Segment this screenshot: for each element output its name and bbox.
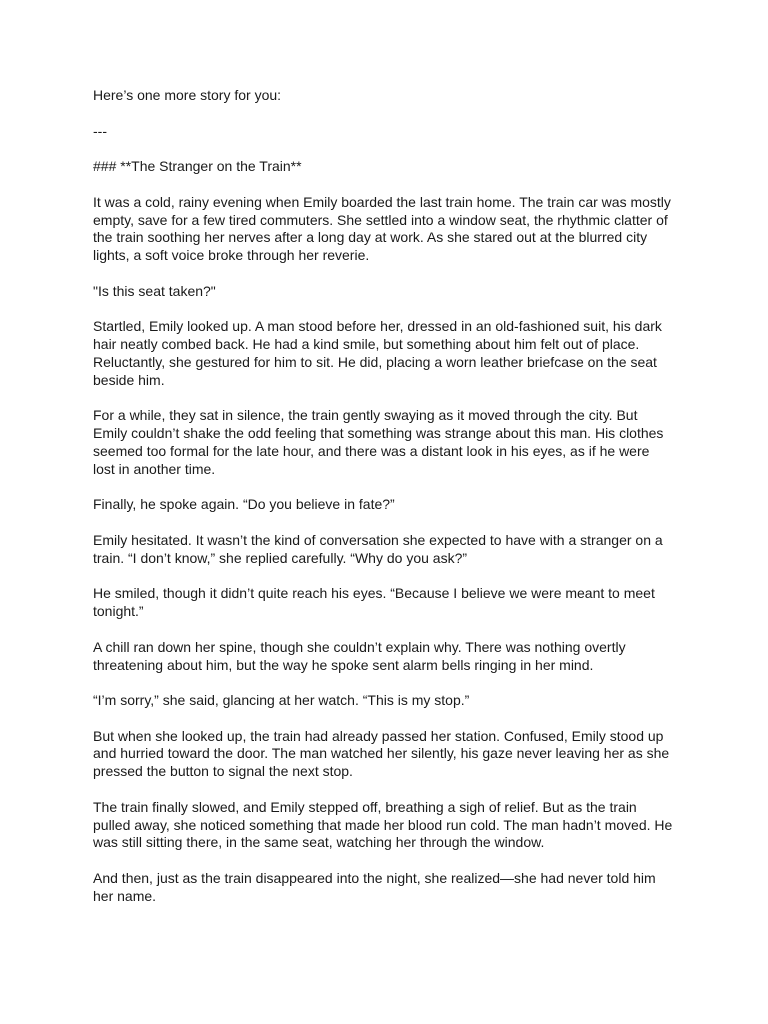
intro-line: Here’s one more story for you: (93, 87, 282, 103)
story-paragraph: Emily hesitated. It wasn’t the kind of conversation she expected to have with a stranger on a train. “I don’t know,” she replied carefully. “Why do you ask?” (93, 531, 663, 566)
story-paragraph: A chill ran down her spine, though she couldn’t explain why. There was nothing overtly threatening about him, but the way he spoke sent alarm bells ringing in her mind. (93, 638, 626, 673)
story-paragraph: It was a cold, rainy evening when Emily boarded the last train home. The train car was mostly empty, save for a few tired commuters. She settled into a window seat, the rhythmic clatter of the train soothing her nerves after a long day at work. As she stared out at the blurred city lights, a soft voice broke through her reverie. (93, 193, 671, 264)
story-paragraph: The train finally slowed, and Emily stepped off, breathing a sigh of relief. But as the train pulled away, she noticed something that made her blood run cold. The man hadn’t moved. He was still sitting there, in the same seat, watching her through the window. (93, 798, 673, 851)
story-paragraph: He smiled, though it didn’t quite reach his eyes. “Because I believe we were meant to meet tonight.” (93, 585, 655, 620)
story-paragraph: Startled, Emily looked up. A man stood before her, dressed in an old-fashioned suit, his dark hair neatly combed back. He had a kind smile, but something about him felt out of place. Reluctantly, she gestured for him to sit. He did, placing a worn leather briefcase on the seat beside him. (93, 318, 662, 388)
story-paragraph: For a while, they sat in silence, the train gently swaying as it moved through the city. But Emily couldn’t shake the odd feeling that something was strange about this man. His clothes seemed too formal for the late hour, and there was a distant look in his eyes, as if he were lost in another time. (93, 407, 664, 477)
story-paragraph: Finally, he spoke again. “Do you believe in fate?” (93, 496, 395, 513)
story-title: ### **The Stranger on the Train** (93, 158, 302, 175)
story-paragraph: But when she looked up, the train had already passed her station. Confused, Emily stood up and hurried toward the door. The man watched her silently, his gaze never leaving her as she pressed the button to signal the next stop. (93, 727, 670, 780)
separator-line: --- (93, 122, 107, 139)
story-paragraph: And then, just as the train disappeared into the night, she realized—she had never told him her name. (93, 870, 656, 904)
story-paragraph: "Is this seat taken?" (93, 282, 216, 299)
document-page (93, 87, 673, 923)
story-paragraph: “I’m sorry,” she said, glancing at her watch. “This is my stop.” (93, 692, 470, 709)
